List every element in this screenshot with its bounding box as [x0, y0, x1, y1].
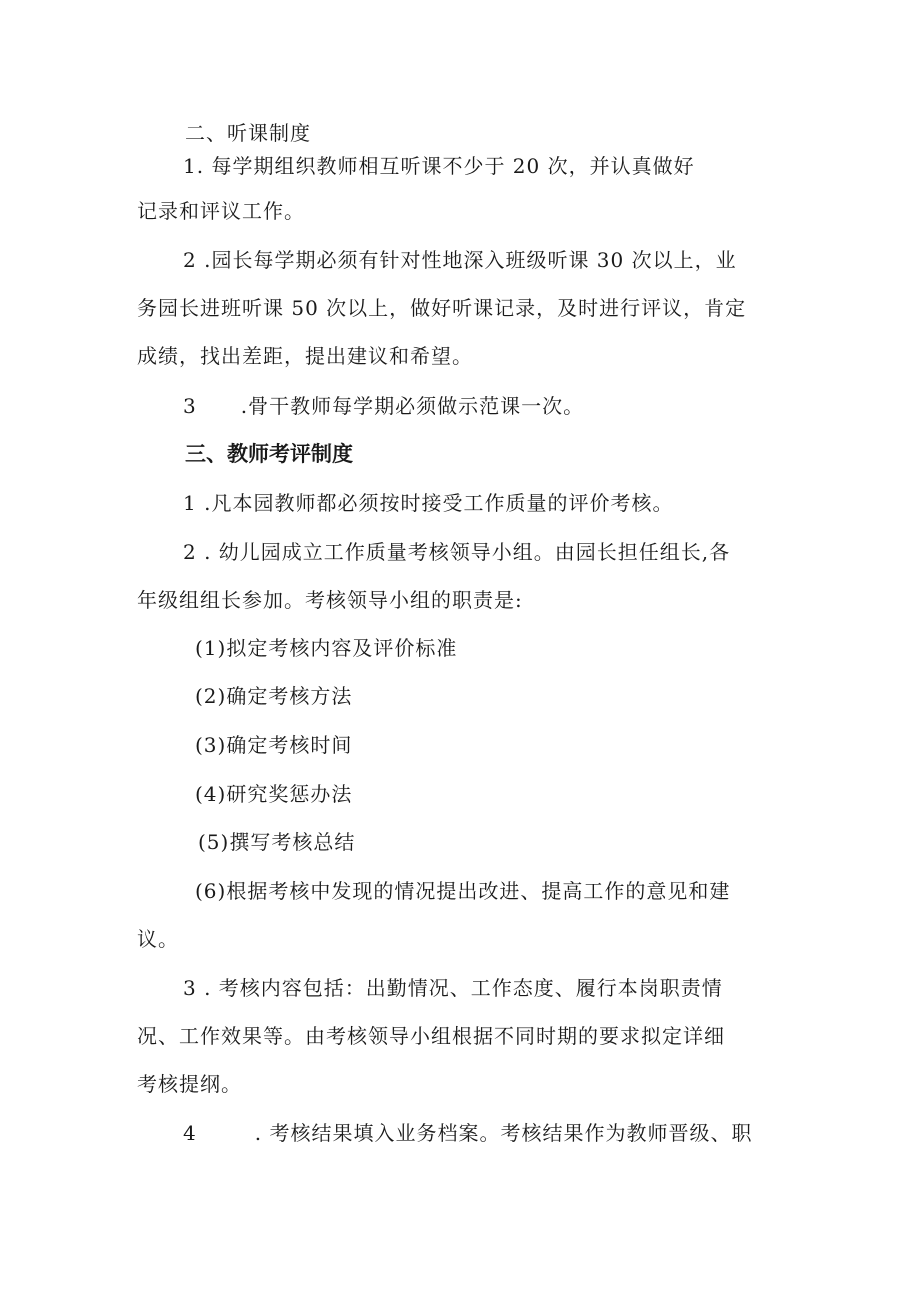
paragraph-line: 成绩，找出差距，提出建议和希望。 [137, 344, 473, 368]
paragraph-line: 1. 每学期组织教师相互听课不少于 20 次，并认真做好 [183, 154, 695, 178]
paragraph-line [183, 1119, 752, 1147]
list-number: 3 [183, 394, 197, 418]
paragraph-line: 2 . 幼儿园成立工作质量考核领导小组。由园长担任组长,各 [183, 540, 731, 564]
list-text: . 考核结果填入业务档案。考核结果作为教师晋级、职 [254, 1121, 753, 1145]
sub-item: (5)撰写考核总结 [198, 830, 356, 854]
paragraph-line: 务园长进班听课 50 次以上，做好听课记录，及时进行评议，肯定 [137, 296, 747, 320]
list-text: .骨干教师每学期必须做示范课一次。 [240, 394, 585, 418]
section-heading-evaluation: 三、教师考评制度 [185, 442, 353, 466]
paragraph-line: 3 . 考核内容包括：出勤情况、工作态度、履行本岗职责情 [183, 976, 723, 1000]
paragraph-line: 2 .园长每学期必须有针对性地深入班级听课 30 次以上，业 [183, 248, 737, 272]
sub-item: (1)拟定考核内容及评价标准 [195, 636, 458, 660]
paragraph-line: 议。 [137, 927, 179, 951]
paragraph-line: 记录和评议工作。 [137, 199, 305, 223]
paragraph-line: 况、工作效果等。由考核领导小组根据不同时期的要求拟定详细 [137, 1024, 725, 1048]
sub-item: (2)确定考核方法 [195, 684, 353, 708]
paragraph-line: 1 .凡本园教师都必须按时接受工作质量的评价考核。 [183, 491, 674, 515]
sub-item: (3)确定考核时间 [195, 733, 353, 757]
paragraph-line [183, 392, 584, 420]
section-heading-listening: 二、听课制度 [185, 121, 311, 145]
paragraph-line: 考核提纲。 [137, 1072, 242, 1096]
sub-item: (6)根据考核中发现的情况提出改进、提高工作的意见和建 [195, 879, 731, 903]
list-number: 4 [183, 1121, 197, 1145]
sub-item: (4)研究奖惩办法 [195, 782, 353, 806]
paragraph-line: 年级组组长参加。考核领导小组的职责是: [137, 588, 523, 612]
